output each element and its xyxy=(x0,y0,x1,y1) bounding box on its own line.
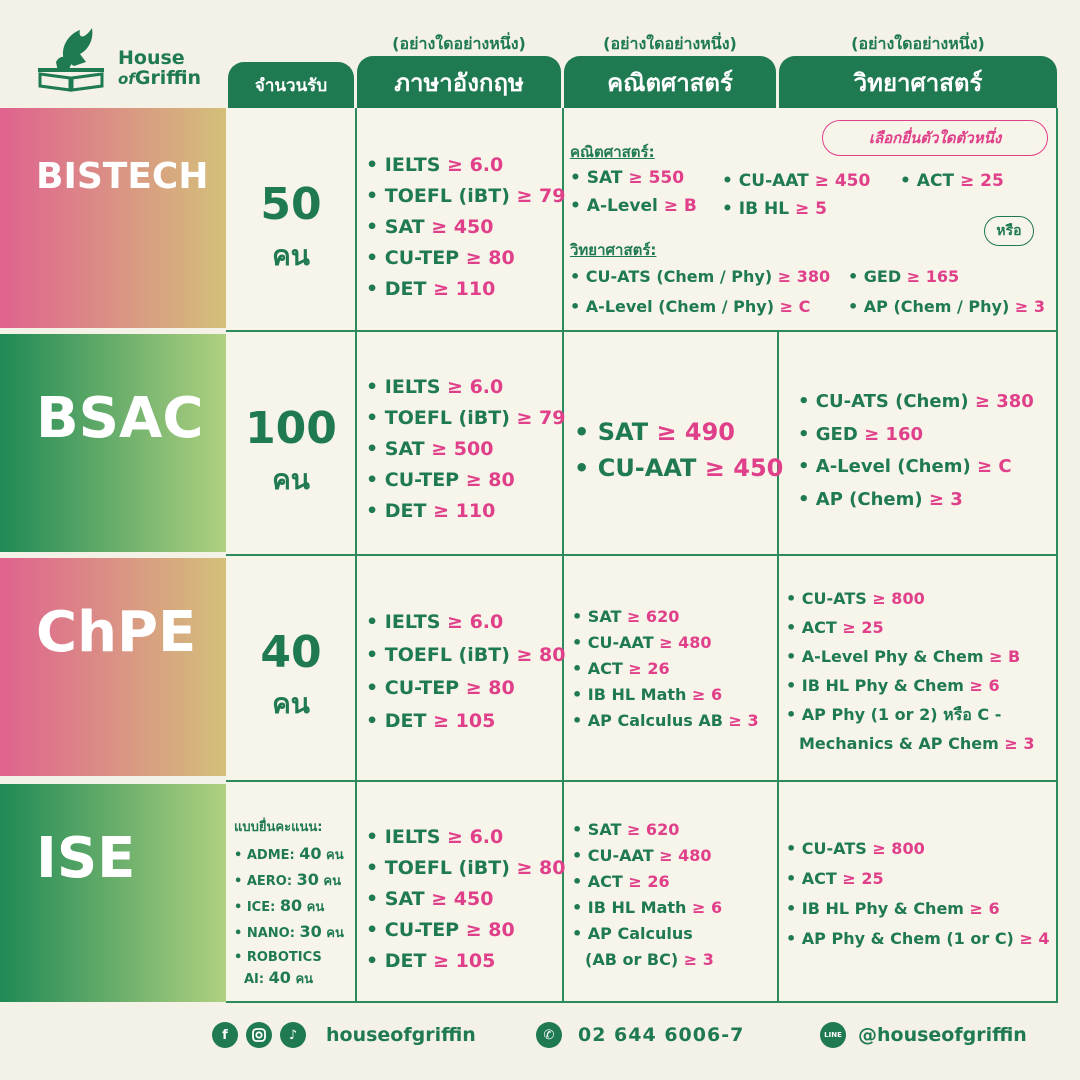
facebook-icon[interactable]: f xyxy=(212,1022,238,1048)
list-item: • TOEFL (iBT) ≥ 80 xyxy=(366,644,566,666)
list-item: • SAT ≥ 620 xyxy=(572,820,680,839)
grid-line xyxy=(226,554,1058,556)
brand-logo xyxy=(34,22,214,98)
list-item: • ICE: 80 คน xyxy=(234,896,325,915)
col-seats-header: จำนวนรับ xyxy=(228,62,354,108)
list-item: • NANO: 30 คน xyxy=(234,922,344,941)
ise-seats-list xyxy=(234,842,344,992)
ise-science-list xyxy=(786,834,1050,954)
col-science-header: วิทยาศาสตร์ xyxy=(779,56,1057,108)
chpe-science-list xyxy=(786,584,1034,758)
brand-line3: Griffin xyxy=(134,67,202,89)
list-item: • IELTS ≥ 6.0 xyxy=(366,376,504,398)
list-item: • GED ≥ 165 xyxy=(848,267,960,286)
chpe-english-list xyxy=(366,606,566,738)
english-note: (อย่างใดอย่างหนึ่ง) xyxy=(392,34,526,53)
grid-line xyxy=(226,780,1058,782)
ise-math-list xyxy=(572,817,722,973)
list-item: • IB HL Phy & Chem ≥ 6 xyxy=(786,676,1000,695)
bistech-seats: 50 คน xyxy=(260,179,322,272)
line-icon[interactable]: LINE xyxy=(820,1022,846,1048)
list-item: • ACT ≥ 26 xyxy=(572,659,670,678)
list-item: • ACT ≥ 26 xyxy=(572,872,670,891)
bistech-english-list xyxy=(366,150,566,305)
list-item: • DET ≥ 105 xyxy=(366,950,496,972)
list-item: • A-Level (Chem) ≥ C xyxy=(798,456,1012,477)
list-item: • IELTS ≥ 6.0 xyxy=(366,154,504,176)
list-item: • CU-ATS (Chem / Phy) ≥ 380 xyxy=(570,267,831,286)
list-item: • AP Calculus AB ≥ 3 xyxy=(572,711,759,730)
list-item: • SAT ≥ 450 xyxy=(366,888,494,910)
bsac-english-list xyxy=(366,372,566,527)
list-item: • SAT ≥ 490 xyxy=(574,418,735,446)
list-item: • IELTS ≥ 6.0 xyxy=(366,611,504,633)
list-item: • TOEFL (iBT) ≥ 79 xyxy=(366,185,566,207)
list-item: • CU-TEP ≥ 80 xyxy=(366,677,515,699)
list-item: • CU-ATS (Chem) ≥ 380 xyxy=(798,391,1034,412)
list-item: • SAT ≥ 620 xyxy=(572,607,680,626)
list-item: • AP Calculus xyxy=(572,924,693,943)
ise-english-list xyxy=(366,822,566,977)
list-item: (AB or BC) ≥ 3 xyxy=(585,950,714,969)
list-item: • A-Level (Chem / Phy) ≥ C xyxy=(570,297,811,316)
list-item: • CU-TEP ≥ 80 xyxy=(366,919,515,941)
list-item: • ROBOTICS xyxy=(234,950,322,965)
grid-line xyxy=(226,330,1058,332)
row-bistech-label: BISTECH xyxy=(0,108,226,328)
list-item: • IB HL Math ≥ 6 xyxy=(572,898,723,917)
ise-seats-title: แบบยื่นคะแนน: xyxy=(234,820,323,835)
list-item: • DET ≥ 110 xyxy=(366,278,496,300)
social-handle[interactable]: houseofgriffin xyxy=(326,1024,476,1046)
instagram-icon[interactable] xyxy=(246,1022,272,1048)
math-note: (อย่างใดอย่างหนึ่ง) xyxy=(603,34,737,53)
list-item: • AP (Chem / Phy) ≥ 3 xyxy=(848,297,1045,316)
list-item: • CU-AAT ≥ 450 xyxy=(574,454,784,482)
list-item: • CU-AAT ≥ 480 xyxy=(572,846,712,865)
list-item: • CU-TEP ≥ 80 xyxy=(366,469,515,491)
footer-line[interactable] xyxy=(820,1022,1027,1048)
list-item: • CU-AAT ≥ 450 xyxy=(722,171,871,191)
list-item: • ACT ≥ 25 xyxy=(900,171,1004,191)
chpe-seats: 40 คน xyxy=(260,627,322,720)
list-item: • CU-ATS ≥ 800 xyxy=(786,839,925,858)
list-item: • SAT ≥ 550 xyxy=(570,168,685,188)
col-english-header: ภาษาอังกฤษ xyxy=(357,56,561,108)
brand-line1: House xyxy=(118,47,185,69)
list-item: • GED ≥ 160 xyxy=(798,423,923,445)
list-item: • AP (Chem) ≥ 3 xyxy=(798,488,963,510)
bistech-math-title: คณิตศาสตร์: xyxy=(570,143,655,161)
list-item: • ACT ≥ 25 xyxy=(786,869,884,888)
row-ise-label: ISE xyxy=(0,784,226,1002)
choose-one-badge: เลือกยื่นตัวใดตัวหนึ่ง xyxy=(822,120,1048,156)
list-item: • DET ≥ 110 xyxy=(366,500,496,522)
list-item: • A-Level Phy & Chem ≥ B xyxy=(786,647,1021,666)
science-note: (อย่างใดอย่างหนึ่ง) xyxy=(851,34,985,53)
list-item: AI: 40 คน xyxy=(244,968,314,987)
list-item: • TOEFL (iBT) ≥ 79 xyxy=(366,407,566,429)
or-badge: หรือ xyxy=(984,216,1034,246)
list-item: • IB HL Phy & Chem ≥ 6 xyxy=(786,899,1000,918)
phone-number[interactable]: 02 644 6006-7 xyxy=(578,1024,745,1046)
list-item: • SAT ≥ 450 xyxy=(366,216,494,238)
row-chpe-label: ChPE xyxy=(0,558,226,776)
bistech-science-title: วิทยาศาสตร์: xyxy=(570,241,657,259)
list-item: • CU-ATS ≥ 800 xyxy=(786,589,925,608)
list-item: • DET ≥ 105 xyxy=(366,710,496,732)
list-item: • IB HL Math ≥ 6 xyxy=(572,685,723,704)
list-item: • ADME: 40 คน xyxy=(234,844,344,863)
brand-line2: of xyxy=(118,70,135,88)
list-item: • IB HL ≥ 5 xyxy=(722,199,827,219)
tiktok-icon[interactable]: ♪ xyxy=(280,1022,306,1048)
chpe-math-list xyxy=(572,604,759,734)
list-item: • CU-TEP ≥ 80 xyxy=(366,247,515,269)
footer-social[interactable] xyxy=(212,1022,476,1048)
grid-line xyxy=(226,1001,1058,1003)
list-item: • TOEFL (iBT) ≥ 80 xyxy=(366,857,566,879)
phone-icon[interactable]: ✆ xyxy=(536,1022,562,1048)
bsac-science-list xyxy=(798,386,1034,516)
list-item: • AP Phy & Chem (1 or C) ≥ 4 xyxy=(786,929,1050,948)
bsac-seats: 100 คน xyxy=(245,403,337,496)
list-item: • AERO: 30 คน xyxy=(234,870,341,889)
col-math-header: คณิตศาสตร์ xyxy=(564,56,776,108)
list-item: • AP Phy (1 or 2) หรือ C - xyxy=(786,705,1002,724)
footer-phone[interactable] xyxy=(536,1022,744,1048)
line-handle[interactable]: @houseofgriffin xyxy=(858,1024,1027,1046)
row-bsac-label: BSAC xyxy=(0,334,226,552)
list-item: Mechanics & AP Chem ≥ 3 xyxy=(799,734,1035,753)
list-item: • A-Level ≥ B xyxy=(570,196,697,216)
griffin-icon xyxy=(34,22,112,94)
bsac-math-list xyxy=(574,414,783,486)
list-item: • ACT ≥ 25 xyxy=(786,618,884,637)
list-item: • SAT ≥ 500 xyxy=(366,438,494,460)
list-item: • IELTS ≥ 6.0 xyxy=(366,826,504,848)
list-item: • CU-AAT ≥ 480 xyxy=(572,633,712,652)
